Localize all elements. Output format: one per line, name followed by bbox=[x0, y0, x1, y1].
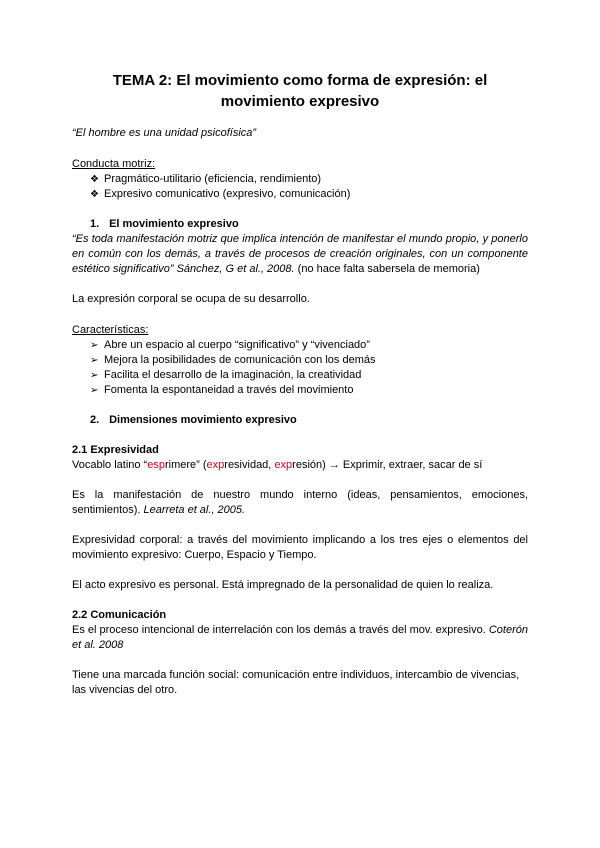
list-item bbox=[90, 353, 528, 368]
conducta-label: Conducta motriz: bbox=[72, 158, 156, 170]
section-heading-1 bbox=[72, 217, 528, 232]
subsection-heading-2-1: 2.1 Expresividad bbox=[72, 444, 159, 456]
diamond-bullet-icon: ❖ bbox=[90, 174, 99, 185]
section-heading-text: Dimensiones movimiento expresivo bbox=[109, 414, 297, 426]
conducta-list bbox=[72, 172, 528, 202]
diamond-bullet-icon: ❖ bbox=[90, 189, 99, 200]
list-item bbox=[90, 368, 528, 383]
paragraph: Tiene una marcada función social: comunicación entre individuos, intercambio de vivencias, las vivencias del otro. bbox=[72, 669, 520, 696]
section-heading-text: El movimiento expresivo bbox=[109, 218, 239, 230]
highlight-text: exp bbox=[274, 459, 293, 471]
definition-paragraph bbox=[72, 232, 528, 277]
paragraph: El acto expresivo es personal. Está impregnado de la personalidad de quien lo realiza. bbox=[72, 579, 494, 591]
list-item bbox=[90, 338, 528, 353]
section-heading-2 bbox=[72, 413, 528, 428]
caracteristicas-list bbox=[72, 338, 528, 398]
arrow-bullet-icon: ➢ bbox=[90, 340, 99, 351]
epigraph: “El hombre es una unidad psicofísica” bbox=[72, 127, 257, 139]
subsection-heading-2-2: 2.2 Comunicación bbox=[72, 609, 167, 621]
list-item-text: Pragmático-utilitario (eficiencia, rendimiento) bbox=[104, 173, 322, 185]
vocablo-text: resividad, bbox=[224, 459, 275, 471]
definition-citation: Sánchez, G et al., 2008. bbox=[176, 263, 295, 275]
list-item bbox=[90, 383, 528, 398]
arrow-bullet-icon: ➢ bbox=[90, 385, 99, 396]
paragraph-text: Es el proceso intencional de interrelación con los demás a través del mov. expresivo. bbox=[72, 624, 486, 636]
caracteristicas-label: Características: bbox=[72, 324, 149, 336]
list-item-text: Mejora la posibilidades de comunicación con los demás bbox=[104, 354, 376, 366]
highlight-text: esp bbox=[147, 459, 165, 471]
vocablo-text: rimere” ( bbox=[164, 459, 207, 471]
list-item-text: Abre un espacio al cuerpo “significativo” y “vivenciado” bbox=[104, 339, 370, 351]
section-number: 1. bbox=[90, 218, 100, 230]
highlight-text: exp bbox=[206, 459, 225, 471]
citation: Coterón et al. 2008 bbox=[72, 624, 528, 651]
definition-quote: “Es toda manifestación motriz que implica intención de manifestar el mundo propio, y ponerlo en común con los demás, a través de procesos de creación originales, con un componente estético significativo” bbox=[72, 233, 528, 275]
list-item-text: Expresivo comunicativo (expresivo, comunicación) bbox=[104, 188, 351, 200]
paragraph: La expresión corporal se ocupa de su desarrollo. bbox=[72, 293, 310, 305]
section-number: 2. bbox=[90, 414, 100, 426]
citation: Learreta et al., 2005. bbox=[143, 504, 246, 516]
vocablo-line bbox=[72, 458, 528, 473]
list-item bbox=[90, 172, 528, 187]
paragraph: Expresividad corporal: a través del movimiento implicando a los tres ejes o elementos del movimiento expresivo: Cuerpo, Espacio y Tiempo. bbox=[72, 534, 528, 561]
definition-note: (no hace falta sabersela de memoria) bbox=[297, 263, 480, 275]
paragraph bbox=[72, 488, 528, 518]
list-item-text: Facilita el desarrollo de la imaginación, la creatividad bbox=[104, 369, 362, 381]
list-item-text: Fomenta la espontaneidad a través del movimiento bbox=[104, 384, 354, 396]
arrow-bullet-icon: ➢ bbox=[90, 355, 99, 366]
arrow-bullet-icon: ➢ bbox=[90, 370, 99, 381]
paragraph bbox=[72, 623, 528, 653]
page-title: TEMA 2: El movimiento como forma de expresión: el movimiento expresivo bbox=[112, 72, 488, 110]
list-item bbox=[90, 187, 528, 202]
paragraph-text: Es la manifestación de nuestro mundo interno (ideas, pensamientos, emociones, sentimientos). bbox=[72, 489, 528, 516]
vocablo-text: resión) → Exprimir, extraer, sacar de sí bbox=[292, 459, 483, 471]
vocablo-text: Vocablo latino “ bbox=[72, 459, 148, 471]
